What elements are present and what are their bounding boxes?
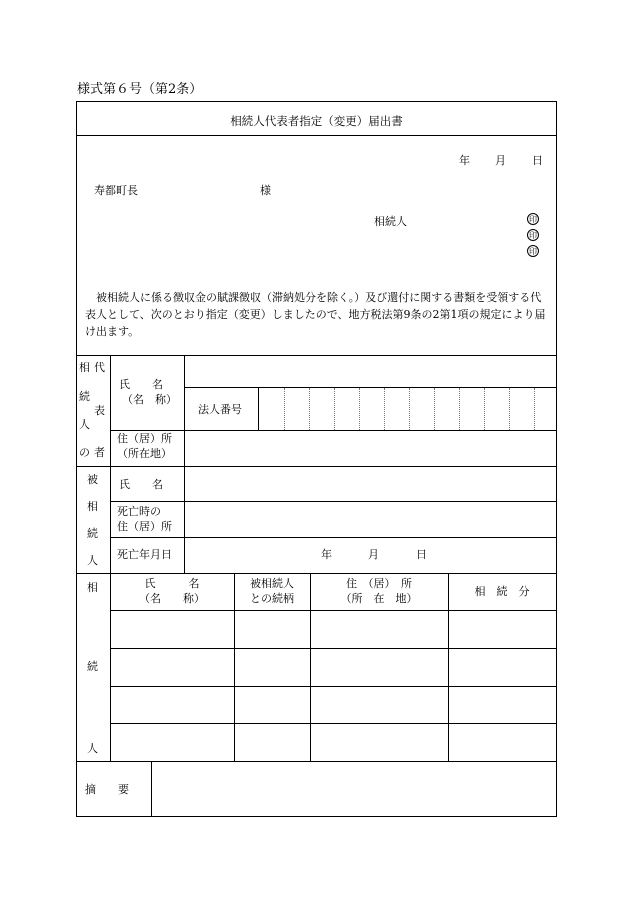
section-label-char: 続 bbox=[87, 527, 98, 540]
divider bbox=[77, 573, 556, 574]
divider bbox=[110, 466, 111, 573]
cell-divider bbox=[509, 388, 510, 430]
deceased-name-label: 氏 名 bbox=[119, 478, 163, 491]
column-header-name-sub: （名 称） bbox=[139, 592, 205, 605]
column-header-relation: 被相続人 bbox=[250, 577, 294, 590]
seal-mark-3: 印 bbox=[529, 247, 537, 256]
section-label-char: 人 bbox=[87, 554, 98, 567]
divider bbox=[184, 387, 556, 388]
section-label-char: 相 bbox=[87, 500, 98, 513]
corp-number-label: 法人番号 bbox=[198, 403, 242, 416]
date-day-label: 日 bbox=[532, 154, 543, 167]
divider bbox=[110, 537, 556, 538]
cell-divider bbox=[284, 388, 285, 430]
rep-address-sub-label: （所在地） bbox=[117, 447, 172, 460]
addressee-honorific: 様 bbox=[260, 184, 271, 197]
column-header-relation-sub: との続柄 bbox=[250, 592, 294, 605]
seal-mark-2: 印 bbox=[529, 231, 537, 240]
rep-name-sub-label: （名 称） bbox=[122, 393, 177, 406]
form-title: 相続人代表者指定（変更）届出書 bbox=[230, 114, 403, 128]
divider bbox=[184, 355, 185, 466]
cell-divider bbox=[459, 388, 460, 430]
rep-name-label: 氏 名 bbox=[119, 378, 163, 391]
date-month-label: 月 bbox=[495, 154, 506, 167]
remarks-label: 摘 要 bbox=[85, 783, 129, 796]
date-year-label: 年 bbox=[459, 154, 470, 167]
divider bbox=[110, 723, 556, 724]
section-label-char: 続 bbox=[87, 660, 98, 673]
cell-divider bbox=[334, 388, 335, 430]
section-label-char: 人 bbox=[79, 418, 90, 431]
divider bbox=[258, 387, 259, 430]
addressee-name: 寿都町長 bbox=[94, 184, 138, 197]
rep-address-label: 住（居）所 bbox=[117, 432, 172, 445]
divider bbox=[77, 761, 556, 762]
section-label-char: 表 bbox=[94, 404, 105, 417]
section-label-char: の bbox=[79, 446, 90, 459]
section-label-char: 相 bbox=[79, 361, 90, 374]
seal-mark-1: 印 bbox=[529, 215, 537, 224]
cell-divider bbox=[359, 388, 360, 430]
section-label-char: 者 bbox=[94, 446, 105, 459]
divider bbox=[77, 135, 556, 136]
column-header-name: 氏 名 bbox=[144, 577, 200, 590]
date-day-label: 日 bbox=[416, 548, 427, 561]
date-year-label: 年 bbox=[321, 548, 332, 561]
cell-divider bbox=[309, 388, 310, 430]
divider bbox=[110, 501, 556, 502]
deceased-address-label-2: 住（居）所 bbox=[117, 520, 172, 533]
date-month-label: 月 bbox=[368, 548, 379, 561]
divider bbox=[110, 648, 556, 649]
column-header-share: 相 続 分 bbox=[474, 585, 530, 598]
heir-label: 相続人 bbox=[374, 215, 407, 228]
form-frame bbox=[76, 101, 557, 817]
column-header-address: 住 （居） 所 bbox=[346, 577, 412, 590]
section-label-char: 被 bbox=[87, 473, 98, 486]
death-date-label: 死亡年月日 bbox=[117, 548, 172, 561]
form-number: 様式第６号（第2条） bbox=[77, 82, 203, 97]
cell-divider bbox=[484, 388, 485, 430]
cell-divider bbox=[534, 388, 535, 430]
divider bbox=[184, 466, 185, 573]
divider bbox=[110, 686, 556, 687]
divider bbox=[110, 430, 556, 431]
section-label-char: 続 bbox=[79, 390, 90, 403]
divider bbox=[110, 610, 556, 611]
declaration-text: 被相続人に係る徴収金の賦課徴収（滞納処分を除く。）及び還付に関する書類を受領する代表人として、次のとおり指定（変更）しましたので、地方税法第9条の2第1項の規定により届け出ます。 bbox=[85, 291, 546, 338]
section-label-char: 代 bbox=[94, 361, 105, 374]
column-header-address-sub: （所 在 地） bbox=[340, 592, 418, 605]
cell-divider bbox=[409, 388, 410, 430]
cell-divider bbox=[434, 388, 435, 430]
divider bbox=[110, 355, 111, 466]
divider bbox=[151, 761, 152, 816]
divider bbox=[77, 466, 556, 467]
divider bbox=[77, 355, 556, 356]
deceased-address-label-1: 死亡時の bbox=[117, 505, 161, 518]
cell-divider bbox=[384, 388, 385, 430]
section-label-char: 人 bbox=[87, 742, 98, 755]
divider bbox=[448, 573, 449, 761]
section-label-char: 相 bbox=[87, 581, 98, 594]
